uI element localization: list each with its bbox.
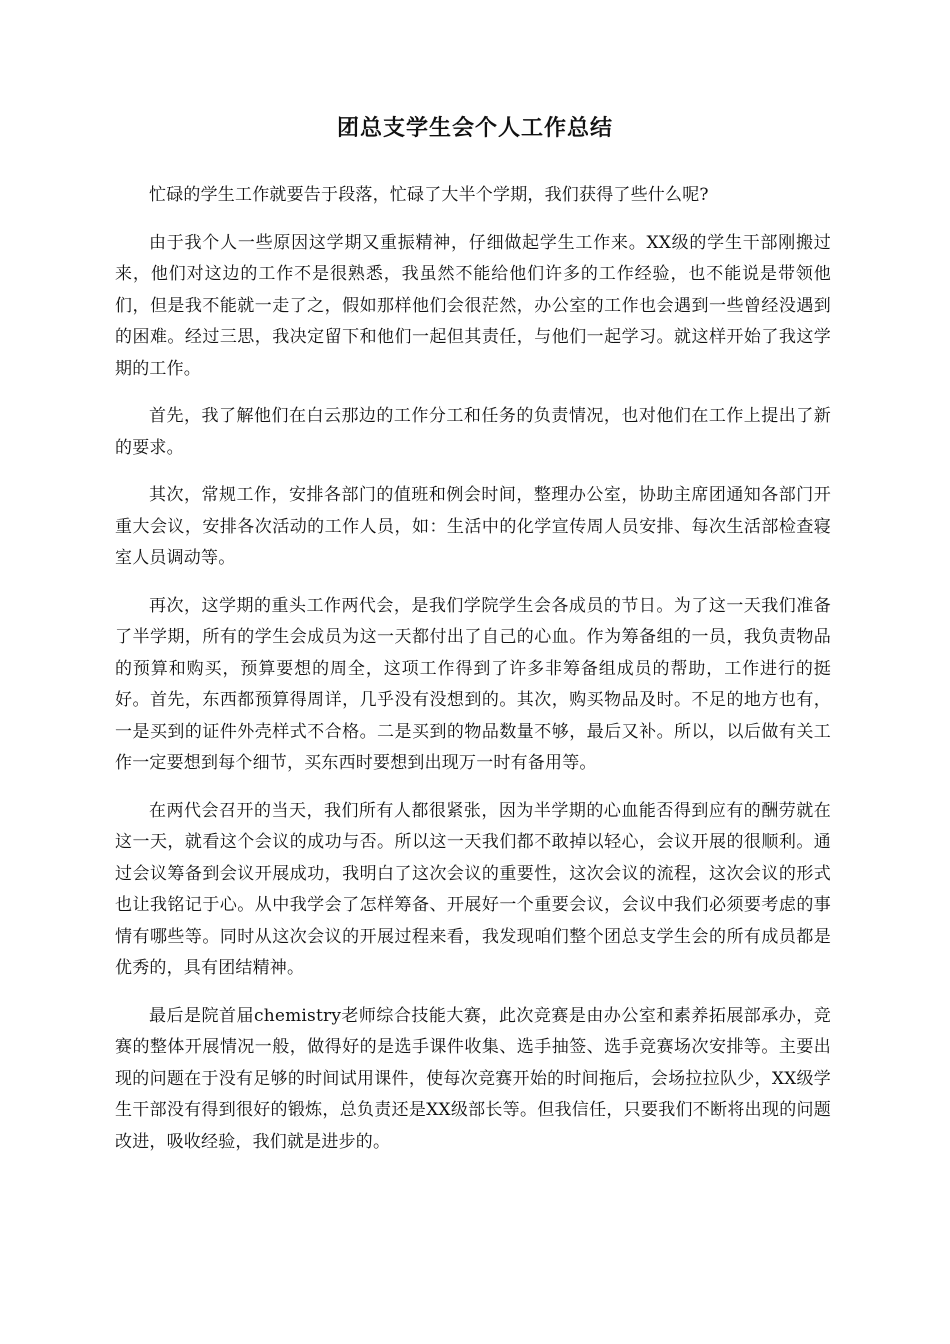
paragraph-second: 其次，常规工作，安排各部门的值班和例会时间，整理办公室，协助主席团通知各部门开重大会议，安排各次活动的工作人员，如：生活中的化学宣传周人员安排、每次生活部检查寝室人员调动等。 [115, 485, 831, 568]
document-title: 团总支学生会个人工作总结 [336, 116, 613, 141]
paragraph-meeting-day: 在两代会召开的当天，我们所有人都很紧张，因为半学期的心血能否得到应有的酬劳就在这一天，就看这个会议的成功与否。所以这一天我们都不敢掉以轻心，会议开展的很顺利。通过会议筹备到会议开展成功，我明白了这次会议的重要性，这次会议的流程，这次会议的形式也让我铭记于心。从中我学会了怎样筹备、开展好一个重要会议，会议中我们必须要考虑的事情有哪些等。同时从这次会议的开展过程来看，我发现咱们整个团总支学生会的所有成员都是优秀的，具有团结精神。 [115, 800, 831, 978]
paragraph-third: 再次，这学期的重头工作两代会，是我们学院学生会各成员的节日。为了这一天我们准备了半学期，所有的学生会成员为这一天都付出了自己的心血。作为筹备组的一员，我负责物品的预算和购买，预算要想的周全，这项工作得到了许多非筹备组成员的帮助，工作进行的挺好。首先，东西都预算得周详，几乎没有没想到的。其次，购买物品及时。不足的地方也有，一是买到的证件外壳样式不合格。二是买到的物品数量不够，最后又补。所以，以后做有关工作一定要想到每个细节，买东西时要想到出现万一时有备用等。 [115, 595, 831, 773]
document-body [115, 180, 831, 1174]
paragraph-background: 由于我个人一些原因这学期又重振精神，仔细做起学生工作来。XX级的学生干部刚搬过来，他们对这边的工作不是很熟悉，我虽然不能给他们许多的工作经验，也不能说是带领他们，但是我不能就一走了之，假如那样他们会很茫然，办公室的工作也会遇到一些曾经没遇到的困难。经过三思，我决定留下和他们一起但其责任，与他们一起学习。就这样开始了我这学期的工作。 [115, 232, 831, 379]
paragraph-finally: 最后是院首届chemistry老师综合技能大赛，此次竞赛是由办公室和素养拓展部承办，竞赛的整体开展情况一般，做得好的是选手课件收集、选手抽签、选手竞赛场次安排等。主要出现的问题在于没有足够的时间试用课件，使每次竞赛开始的时间拖后，会场拉拉队少，XX级学生干部没有得到很好的锻炼，总负责还是XX级部长等。但我信任，只要我们不断将出现的问题改进，吸收经验，我们就是进步的。 [115, 1005, 831, 1152]
paragraph-first: 首先，我了解他们在白云那边的工作分工和任务的负责情况，也对他们在工作上提出了新的要求。 [115, 406, 831, 458]
paragraph-intro: 忙碌的学生工作就要告于段落，忙碌了大半个学期，我们获得了些什么呢? [149, 185, 709, 205]
